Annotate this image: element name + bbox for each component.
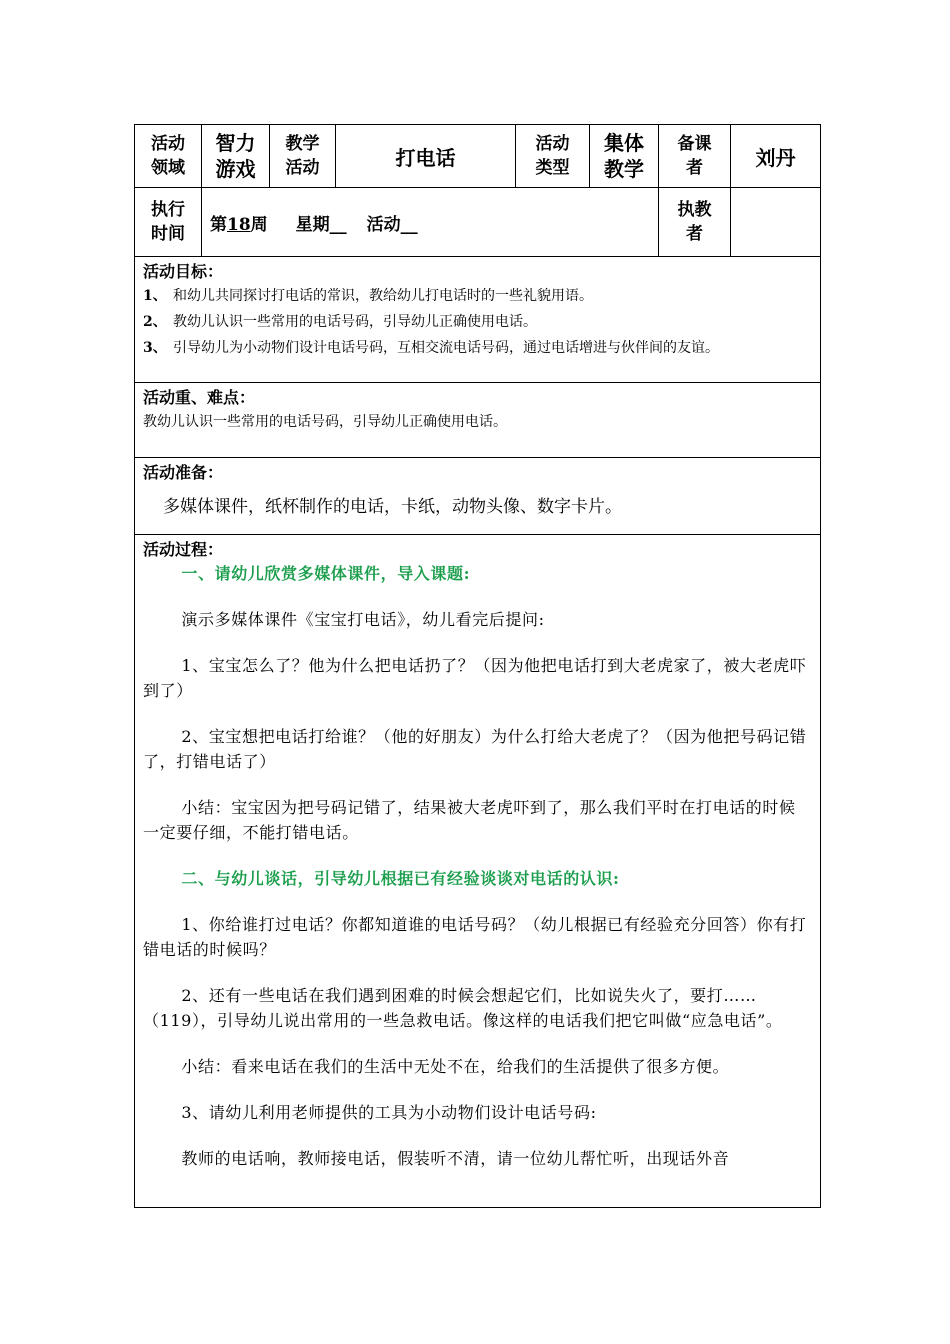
lesson-plan-table — [134, 124, 821, 1208]
process-title: 活动过程： — [143, 540, 224, 559]
goal-text: 和幼儿共同探讨打电话的常识，教给幼儿打电话时的一些礼貌用语。 — [173, 288, 593, 304]
executor-label-cell — [659, 188, 731, 257]
process-paragraph: 教师的电话响，教师接电话，假装听不清，请一位幼儿帮忙听，出现话外音 — [181, 1149, 730, 1168]
preparation-text: 多媒体课件，纸杯制作的电话，卡纸，动物头像、数字卡片。 — [163, 497, 622, 517]
execution-row — [135, 188, 821, 257]
step1-heading: 一、请幼儿欣赏多媒体课件，导入课题: — [181, 564, 471, 583]
week-prefix: 第 — [210, 214, 227, 235]
key-points-title: 活动重、难点： — [143, 388, 256, 407]
weekday: 星期__ — [295, 214, 347, 235]
domain-value: 智力游戏 — [215, 131, 256, 181]
header-row — [135, 125, 821, 188]
process-paragraph: 2、还有一些电话在我们遇到困难的时候会想起它们，比如说失火了，要打……（119），引导幼儿说出常用的一些急救电话。像这样的电话我们把它叫做“应急电话”。 — [143, 986, 783, 1030]
domain-value-cell — [202, 125, 270, 188]
step2-heading: 二、与幼儿谈话，引导幼儿根据已有经验谈谈对电话的认识: — [181, 869, 620, 888]
preparer-name-cell — [731, 125, 821, 188]
preparation-title: 活动准备： — [143, 463, 224, 482]
key-points-cell — [135, 383, 821, 458]
preparer-label: 备课者 — [677, 134, 712, 178]
week-suffix: 周 — [250, 214, 268, 235]
activity-slot: 活动__ — [366, 214, 418, 235]
goals-cell — [135, 257, 821, 383]
type-value-cell — [590, 125, 659, 188]
key-points-text: 教幼儿认识一些常用的电话号码，引导幼儿正确使用电话。 — [143, 414, 507, 430]
type-value: 集体教学 — [604, 131, 644, 181]
process-row — [135, 535, 821, 1208]
week-number: 18 — [227, 214, 251, 235]
domain-label: 活动领域 — [151, 134, 185, 178]
preparation-cell — [135, 458, 821, 535]
process-paragraph: 小结：宝宝因为把号码记错了，结果被大老虎吓到了，那么我们平时在打电话的时候一定要仔细，不能打错电话。 — [143, 798, 796, 842]
goal-item — [143, 283, 812, 309]
process-paragraph: 1、宝宝怎么了？他为什么把电话扔了？（因为他把电话打到大老虎家了，被大老虎吓到了） — [143, 656, 807, 700]
domain-label-cell — [135, 125, 202, 188]
key-points-row — [135, 383, 821, 458]
topic-cell — [336, 125, 516, 188]
goal-item — [143, 335, 812, 361]
process-body — [143, 561, 812, 1171]
goal-item — [143, 309, 812, 335]
process-cell — [135, 535, 821, 1208]
type-label-cell — [516, 125, 590, 188]
executor-label: 执教者 — [677, 200, 712, 244]
type-label: 活动类型 — [535, 134, 570, 178]
goals-title: 活动目标： — [143, 262, 224, 281]
process-paragraph: 演示多媒体课件《宝宝打电话》，幼儿看完后提问: — [181, 610, 545, 629]
executor-name-cell — [731, 188, 821, 257]
teaching-label-cell — [270, 125, 336, 188]
goal-text: 教幼儿认识一些常用的电话号码，引导幼儿正确使用电话。 — [173, 314, 537, 330]
execution-label-cell — [135, 188, 202, 257]
preparer-name: 刘丹 — [755, 145, 796, 170]
goal-num: 2、 — [143, 314, 167, 330]
process-paragraph: 小结：看来电话在我们的生活中无处不在，给我们的生活提供了很多方便。 — [181, 1057, 730, 1076]
preparation-row — [135, 458, 821, 535]
process-paragraph: 3、请幼儿利用老师提供的工具为小动物们设计电话号码: — [181, 1103, 597, 1122]
teaching-label: 教学活动 — [285, 134, 320, 178]
goals-row — [135, 257, 821, 383]
goal-num: 3、 — [143, 340, 167, 356]
preparer-label-cell — [659, 125, 731, 188]
process-paragraph: 1、你给谁打过电话？你都知道谁的电话号码？（幼儿根据已有经验充分回答）你有打错电话的时候吗？ — [143, 915, 807, 959]
lesson-topic: 打电话 — [395, 145, 456, 170]
process-paragraph: 2、宝宝想把电话打给谁？（他的好朋友）为什么打给大老虎了？（因为他把号码记错了，打错电话了） — [143, 727, 807, 771]
execution-label: 执行时间 — [151, 200, 185, 244]
execution-time-cell — [202, 188, 659, 257]
goal-num: 1、 — [143, 288, 167, 304]
goal-text: 引导幼儿为小动物们设计电话号码，互相交流电话号码，通过电话增进与伙伴间的友谊。 — [173, 340, 719, 356]
